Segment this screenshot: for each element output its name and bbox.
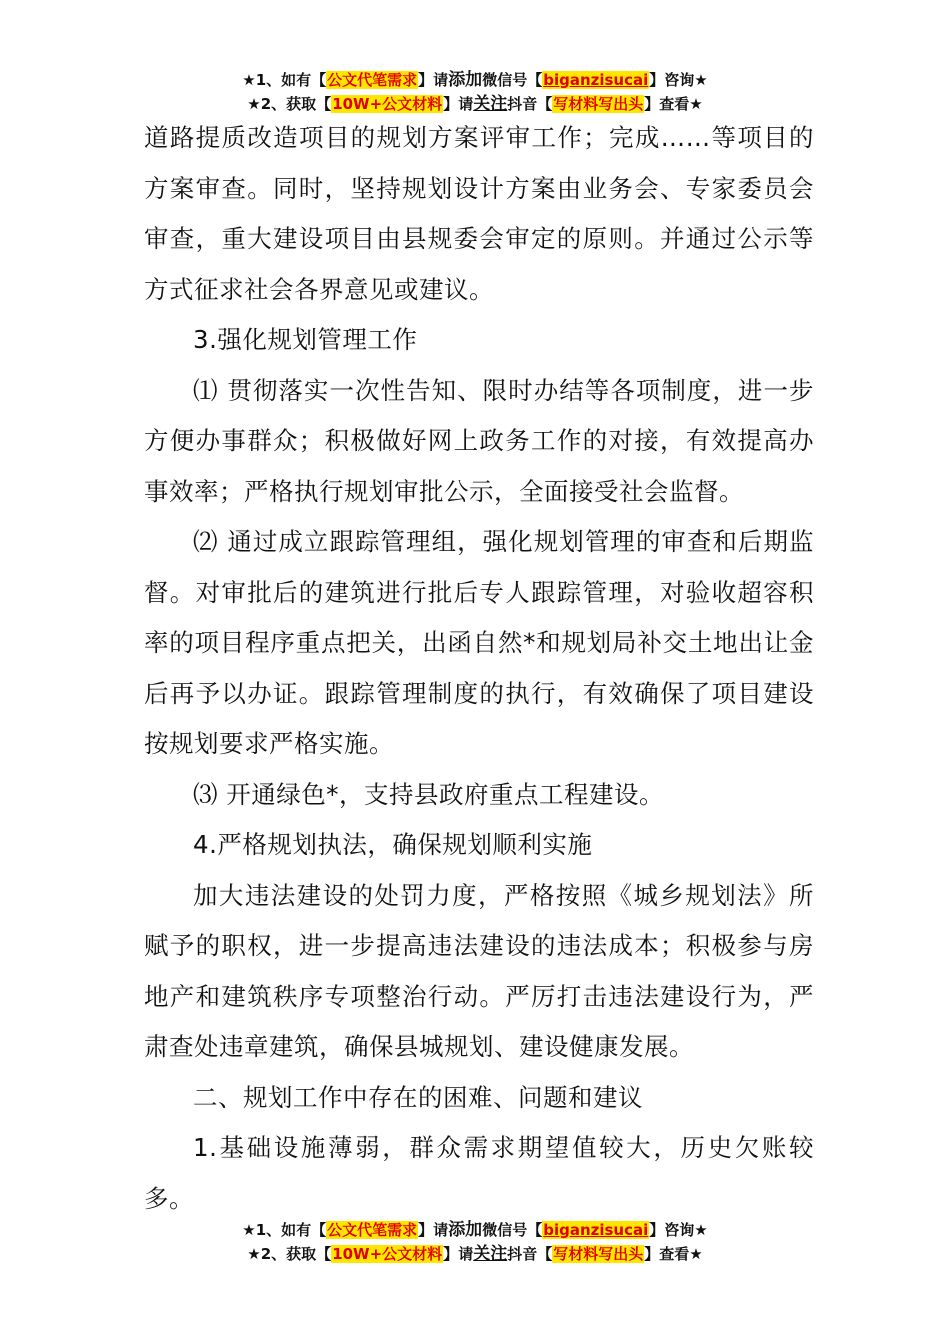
highlight-materials: 10W+公文材料 [332, 1245, 443, 1263]
header-banner [0, 68, 950, 116]
highlight-materials: 10W+公文材料 [332, 95, 443, 113]
paragraph: 加大违法建设的处罚力度，严格按照《城乡规划法》所赋予的职权，进一步提高违法建设的违法成本；积极参与房地产和建筑秩序专项整治行动。严厉打击违法建设行为，严肃查处违章建筑，确保县城规划、建设健康发展。 [144, 880, 814, 1061]
banner-text: 抖音【 [507, 1245, 553, 1263]
banner-text: 】请 [443, 95, 474, 113]
highlight-douyin-account: 写材料写出头 [553, 95, 644, 113]
banner-text: 】咨询★ [649, 71, 708, 89]
highlight-wechat-id: biganzisucai [543, 71, 649, 89]
highlight-wechat-id: biganzisucai [543, 1221, 649, 1239]
banner-text: 微信号【 [482, 71, 543, 89]
banner-emphasis: 关注 [473, 94, 508, 114]
banner-line-1 [0, 1218, 950, 1242]
highlight-douyin-account: 写材料写出头 [553, 1245, 644, 1263]
highlight-service: 公文代笔需求 [327, 71, 418, 89]
paragraph: 道路提质改造项目的规划方案评审工作；完成……等项目的方案审查。同时，坚持规划设计方案由业务会、专家委员会审查，重大建设项目由县规委会审定的原则。并通过公示等方式征求社会各界意见或建议。 [144, 123, 814, 304]
highlight-service: 公文代笔需求 [327, 1221, 418, 1239]
footer-banner [0, 1218, 950, 1266]
banner-text: ★2、获取【 [247, 95, 332, 113]
banner-text: ★2、获取【 [247, 1245, 332, 1263]
banner-text: 抖音【 [507, 95, 553, 113]
paragraph: ⑶ 开通绿色*，支持县政府重点工程建设。 [193, 779, 665, 809]
banner-text: ★1、如有【 [242, 1221, 327, 1239]
banner-text: 】查看★ [644, 95, 703, 113]
section-heading: 4.严格规划执法，确保规划顺利实施 [193, 830, 593, 859]
section-heading: 二、规划工作中存在的困难、问题和建议 [193, 1082, 643, 1112]
banner-text: 】请 [418, 71, 449, 89]
banner-text: ★1、如有【 [242, 71, 327, 89]
banner-text: 】请 [418, 1221, 449, 1239]
banner-line-2 [0, 1242, 950, 1266]
paragraph: ⑵ 通过成立跟踪管理组，强化规划管理的审查和后期监督。对审批后的建筑进行批后专人跟踪管理，对验收超容积率的项目程序重点把关，出函自然*和规划局补交土地出让金后再予以办证。跟踪管理制度的执行，有效确保了项目建设按规划要求严格实施。 [144, 527, 814, 758]
banner-emphasis: 添加 [448, 70, 483, 90]
section-heading: 3.强化规划管理工作 [193, 325, 418, 354]
banner-text: 】查看★ [644, 1245, 703, 1263]
paragraph: ⑴ 贯彻落实一次性告知、限时办结等各项制度，进一步方便办事群众；积极做好网上政务工作的对接，有效提高办事效率；严格执行规划审批公示，全面接受社会监督。 [144, 375, 814, 506]
banner-text: 微信号【 [482, 1221, 543, 1239]
banner-emphasis: 添加 [448, 1220, 483, 1240]
banner-text: 】请 [443, 1245, 474, 1263]
banner-line-1 [0, 68, 950, 92]
document-body [144, 113, 814, 1224]
paragraph: 1.基础设施薄弱，群众需求期望值较大，历史欠账较多。 [144, 1133, 814, 1213]
banner-emphasis: 关注 [473, 1244, 508, 1264]
banner-text: 】咨询★ [649, 1221, 708, 1239]
